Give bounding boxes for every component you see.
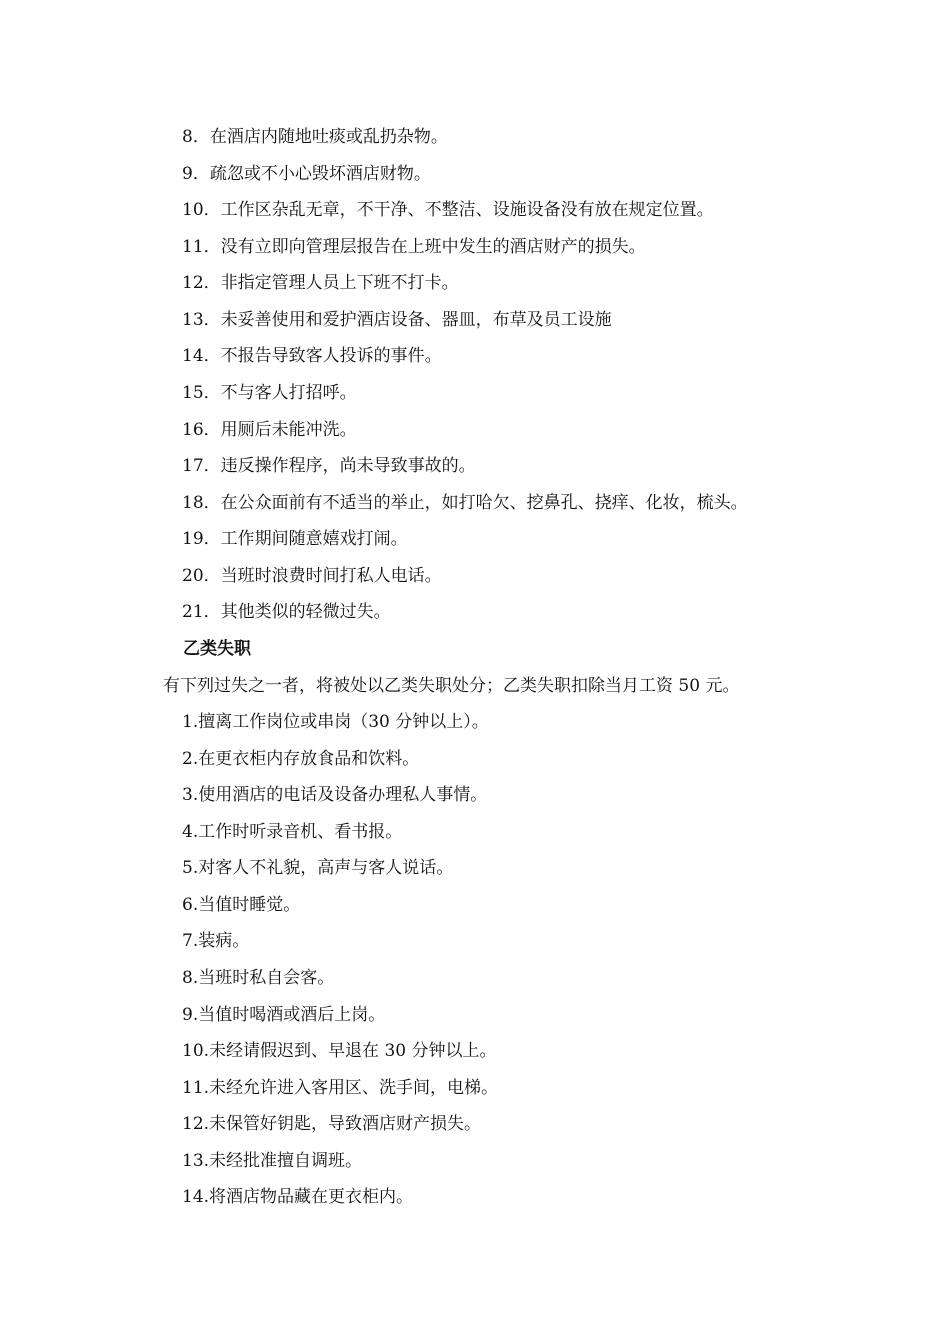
list-item: 12．非指定管理人员上下班不打卡。 xyxy=(182,273,459,293)
section-heading: 乙类失职 xyxy=(183,639,251,659)
list-item: 11．没有立即向管理层报告在上班中发生的酒店财产的损失。 xyxy=(182,237,646,257)
list-item: 9.当值时喝酒或酒后上岗。 xyxy=(182,1005,386,1025)
list-item: 10.未经请假迟到、早退在 30 分钟以上。 xyxy=(182,1041,497,1061)
list-item: 13.未经批准擅自调班。 xyxy=(182,1151,363,1171)
list-item: 14.将酒店物品藏在更衣柜内。 xyxy=(182,1187,414,1207)
list-item: 14．不报告导致客人投诉的事件。 xyxy=(182,346,442,366)
list-item: 4.工作时听录音机、看书报。 xyxy=(182,822,403,842)
list-item: 15．不与客人打招呼。 xyxy=(182,383,357,403)
list-item: 10．工作区杂乱无章，不干净、不整洁、设施设备没有放在规定位置。 xyxy=(182,200,714,220)
list-item: 16．用厕后未能冲洗。 xyxy=(182,420,357,440)
list-item: 3.使用酒店的电话及设备办理私人事情。 xyxy=(182,785,488,805)
list-item: 19．工作期间随意嬉戏打闹。 xyxy=(182,529,408,549)
section-intro: 有下列过失之一者，将被处以乙类失职处分；乙类失职扣除当月工资 50 元。 xyxy=(163,676,740,696)
list-item: 7.装病。 xyxy=(182,931,250,951)
list-item: 6.当值时睡觉。 xyxy=(182,895,301,915)
list-item: 12.未保管好钥匙，导致酒店财产损失。 xyxy=(182,1114,482,1134)
list-item: 21．其他类似的轻微过失。 xyxy=(182,602,391,622)
list-item: 1.擅离工作岗位或串岗（30 分钟以上）。 xyxy=(182,712,489,732)
list-item: 18．在公众面前有不适当的举止，如打哈欠、挖鼻孔、挠痒、化妆，梳头。 xyxy=(182,493,748,513)
list-item: 20．当班时浪费时间打私人电话。 xyxy=(182,566,442,586)
list-item: 2.在更衣柜内存放食品和饮料。 xyxy=(182,749,420,769)
list-item: 5.对客人不礼貌，高声与客人说话。 xyxy=(182,858,454,878)
list-item: 13．未妥善使用和爱护酒店设备、器皿，布草及员工设施 xyxy=(182,310,612,330)
list-item: 8.当班时私自会客。 xyxy=(182,968,335,988)
list-item: 8．在酒店内随地吐痰或乱扔杂物。 xyxy=(182,127,448,147)
list-item: 17．违反操作程序，尚未导致事故的。 xyxy=(182,456,476,476)
list-item: 11.未经允许进入客用区、洗手间，电梯。 xyxy=(182,1078,499,1098)
list-item: 9．疏忽或不小心毁坏酒店财物。 xyxy=(182,164,431,184)
